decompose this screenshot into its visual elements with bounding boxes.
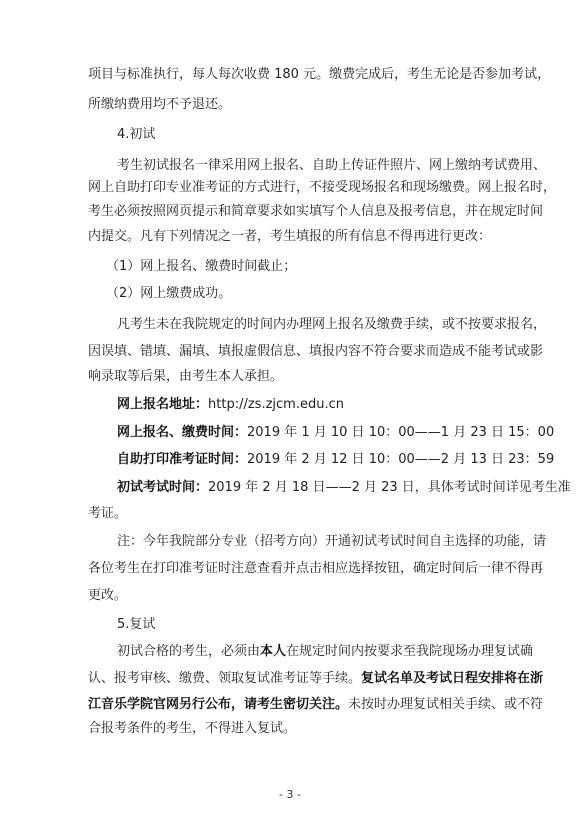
s5-line-3 <box>88 696 543 714</box>
reg-time-row <box>117 424 554 442</box>
reg-url-label: 网上报名地址： <box>117 397 209 412</box>
s5-line-2 <box>88 670 543 688</box>
exam-time-label: 初试考试时间： <box>117 480 209 495</box>
s4-para1-line3: 考生必须按照网页提示和简章要求如实填写个人信息及报考信息，并在规定时间 <box>88 204 544 219</box>
reg-time-value: 2019 年 1 月 10 日 10：00——1 月 23 日 15：00 <box>247 425 555 440</box>
s4-para1-line2: 网上自助打印专业准考证的方式进行，不接受现场报名和现场缴费。网上报名时， <box>88 180 557 195</box>
reg-url-row <box>117 396 344 414</box>
list-item-2: （2）网上缴费成功。 <box>106 286 232 301</box>
s5-line3-part-b: 未按时办理复试相关手续、或不符 <box>348 697 544 712</box>
s4-para1-line1: 考生初试报名一律采用网上报名、自助上传证件照片、网上缴纳考试费用、 <box>117 158 547 173</box>
list-item-1: （1）网上报名、缴费时间截止； <box>106 259 297 274</box>
exam-time-row <box>117 479 571 497</box>
reg-url-link[interactable]: http://zs.zjcm.edu.cn <box>208 397 344 412</box>
s5-line3-emphasis: 江音乐学院官网另行公布，请考生密切关注。 <box>88 697 349 712</box>
s5-line1-emphasis: 本人 <box>260 644 287 659</box>
s4-para2-line3: 响录取等后果，由考生本人承担。 <box>88 369 284 384</box>
print-time-value: 2019 年 2 月 12 日 10：00——2 月 13 日 23：59 <box>247 452 555 467</box>
s4-para2-line2: 因误填、错填、漏填、填报虚假信息、填报内容不符合要求而造成不能考试或影 <box>88 344 544 359</box>
s5-line2-part-a: 认、报考审核、缴费、领取复试准考证等手续。 <box>88 671 362 686</box>
s5-line1-part-a: 初试合格的考生，必须由 <box>117 644 261 659</box>
note-line-3: 更改。 <box>88 588 128 603</box>
note-line-1: 注：今年我院部分专业（招考方向）开通初试考试时间自主选择的功能，请 <box>117 534 547 549</box>
s5-line-4: 合报考条件的考生，不得进入复试。 <box>88 721 297 736</box>
section-4-heading: 4.初试 <box>117 127 156 142</box>
s4-para2-line1: 凡考生未在我院规定的时间内办理网上报名及缴费手续，或不按要求报名， <box>117 317 547 332</box>
exam-time-value: 2019 年 2 月 18 日——2 月 23 日，具体考试时间详见考生准 <box>208 480 571 495</box>
page-number: - 3 - <box>279 788 301 801</box>
top-line-2: 所缴纳费用均不予退还。 <box>88 97 232 112</box>
top-line-1: 项目与标准执行，每人每次收费 180 元。缴费完成后，考生无论是否参加考试， <box>88 67 551 82</box>
s5-line-1 <box>117 643 533 661</box>
print-time-label: 自助打印准考证时间： <box>117 452 248 467</box>
print-time-row <box>117 451 554 469</box>
s5-line2-emphasis: 复试名单及考试日程安排将在浙 <box>361 671 544 686</box>
reg-time-label: 网上报名、缴费时间： <box>117 425 248 440</box>
section-5-heading: 5.复试 <box>117 617 156 632</box>
note-line-2: 各位考生在打印准考证时注意查看并点击相应选择按钮，确定时间后一律不得再 <box>88 561 544 576</box>
s4-para1-line4: 内提交。凡有下列情况之一者，考生填报的所有信息不得再进行更改： <box>88 229 492 244</box>
exam-time-line2: 考证。 <box>88 506 128 521</box>
s5-line1-part-c: 在规定时间内按要求至我院现场办理复试确 <box>286 644 534 659</box>
